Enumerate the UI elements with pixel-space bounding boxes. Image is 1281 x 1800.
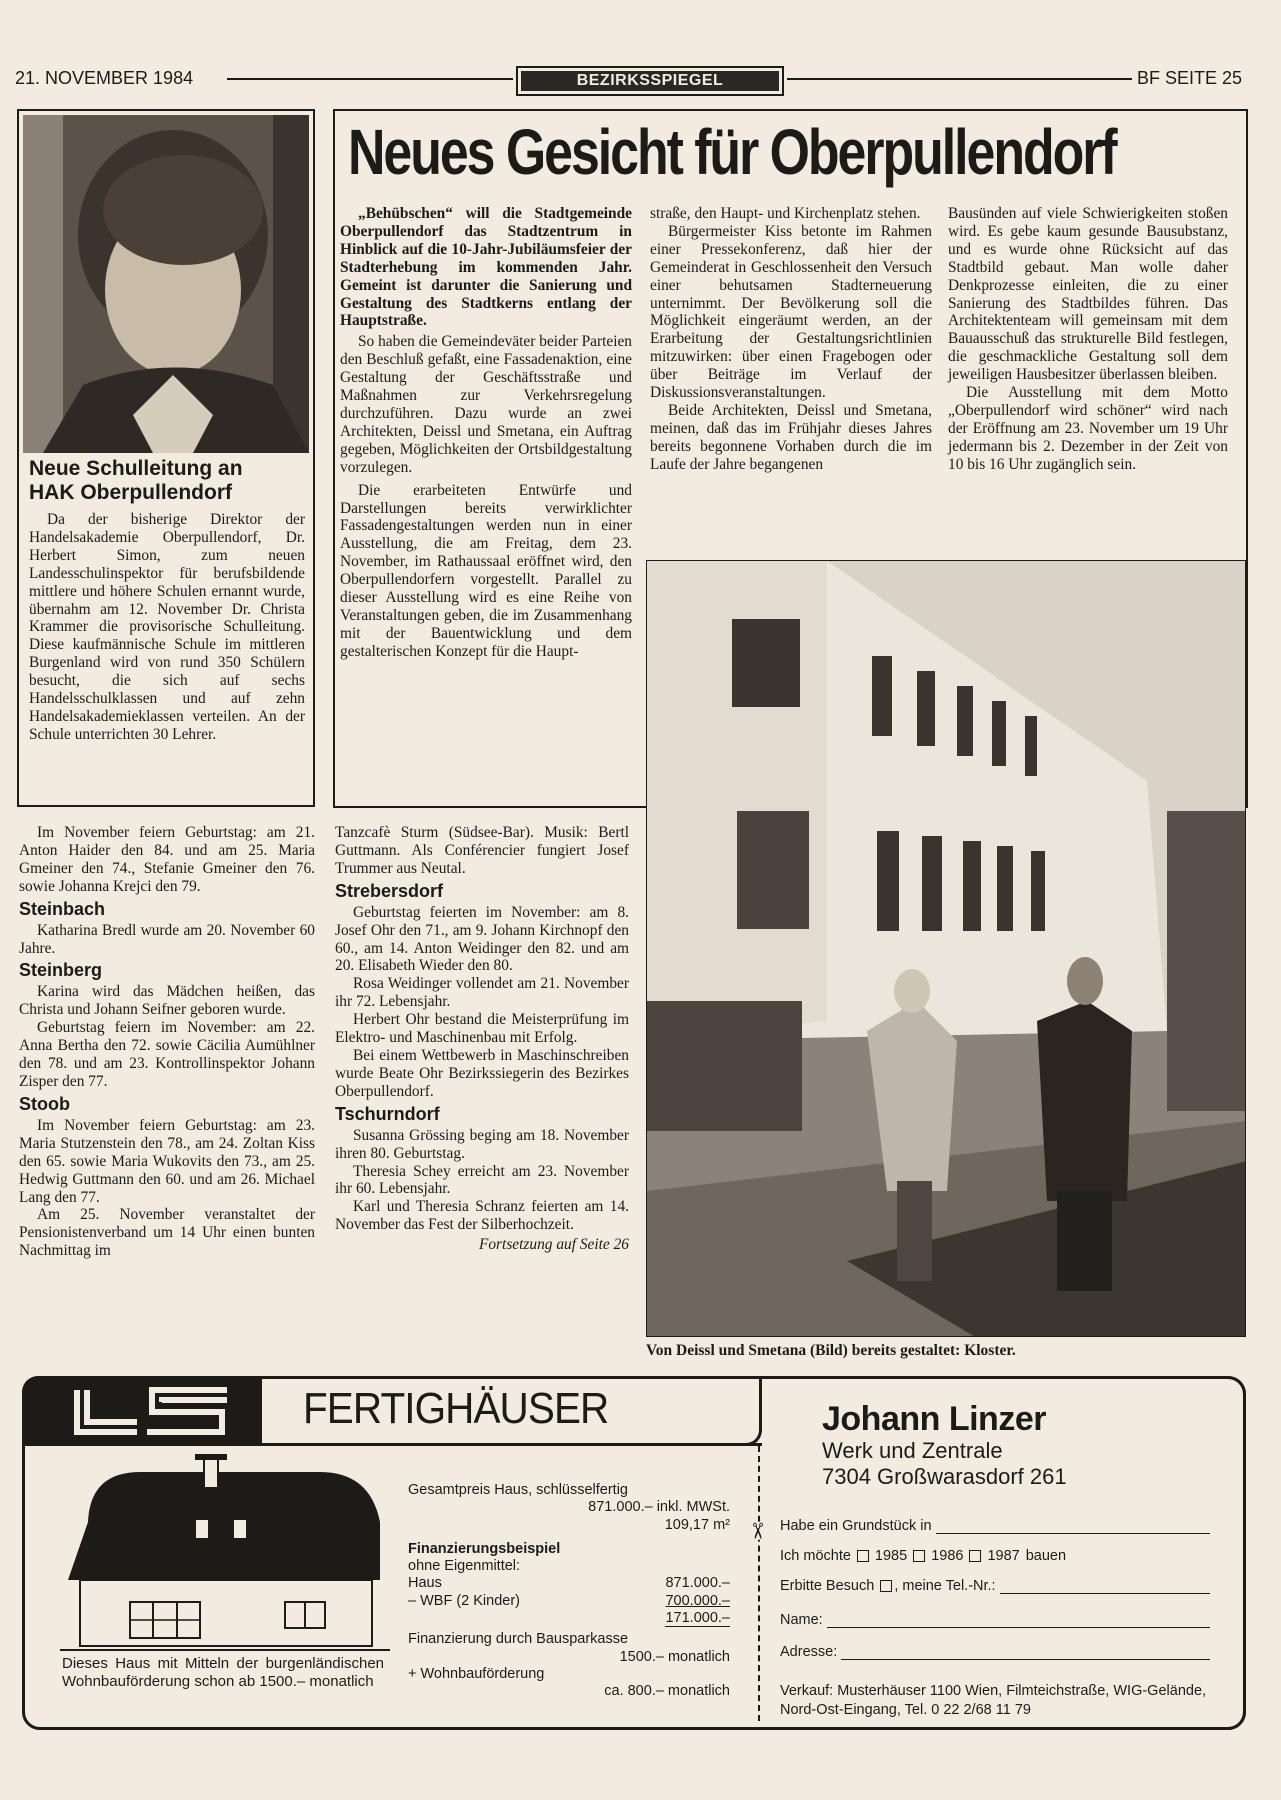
notes-mid-heading-tschurndorf: Tschurndorf [335,1103,440,1124]
ad-price-label: Gesamtpreis Haus, schlüsselfertig [408,1482,628,1498]
notes-left-text2b: Geburtstag feiern im November: am 22. Anna Bertha den 72. sowie Cäcilia Aumühlner den 78. und am 23. Kontrollinspektor Johann Zisper den 77. [19,1019,315,1090]
article-col1 [340,205,632,661]
ad-pricing [408,1482,730,1701]
ad-company-sub1: Werk und Zentrale [822,1438,1003,1463]
form-besuch-label: Erbitte Besuch [780,1578,875,1594]
ls-logo-icon [22,1376,262,1446]
form-adresse-label: Adresse: [780,1644,838,1660]
ad-fin-title: Finanzierungsbeispiel [408,1540,561,1557]
ad-row1-label: Haus [408,1575,442,1592]
ad-bsk-label: Finanzierung durch Bausparkasse [408,1631,629,1648]
ad-company-sub2: 7304 Großwarasdorf 261 [822,1464,1067,1489]
notes-mid-text1d: Bei einem Wettbewerb in Maschinschreiben wurde Beate Ohr Bezirkssiegerin des Bezirkes Oberpullendorf. [335,1046,629,1100]
checkbox-besuch[interactable] [880,1580,892,1592]
ad-sales: Verkauf: Musterhäuser 1100 Wien, Filmteichstraße, WIG-Gelände, Nord-Ost-Eingang, Tel. 0 22 2/68 11 79 [780,1683,1207,1718]
form-bauen-label: Ich möchte [780,1548,851,1564]
ad-row1-value: 871.000.– [665,1575,730,1592]
notes-mid-heading-strebersdorf: Strebersdorf [335,880,444,901]
ad-coupon-divider [758,1446,760,1721]
ad-brand-corner [742,1376,762,1446]
ad-bsk-value: 1500.– monatlich [619,1648,730,1665]
header-section-box [516,66,784,96]
notes-left-text1: Katharina Bredl wurde am 20. November 60 Jahre. [19,921,315,957]
article-p1: So haben die Gemeindeväter beider Parteien den Beschluß gefaßt, eine Fassadenaktion, eine Gestaltung der Geschäftsstraße und Maßnahmen zur Verkehrsregelung durchzuführen. Dazu wurde an zwei Architekten, Deissl und Smetana, ein Auftrag gegeben, Möglichkeiten der Ortsbildgestaltung vorzulegen. [340,333,632,476]
form-name-line[interactable] [827,1614,1210,1628]
article-p7: Die Ausstellung mit dem Motto „Oberpullendorf wird schöner“ wird nach der Eröffnung am 23. November um 19 Uhr jedermann bis 2. Dezember in der Zeit von 10 bis 16 Uhr zugänglich sein. [948,384,1228,473]
form-tel-label: , meine Tel.-Nr.: [894,1578,996,1594]
notes-left-heading-steinbach: Steinbach [19,898,106,919]
notes-left [19,824,315,1260]
notes-left-text2a: Karina wird das Mädchen heißen, das Christa und Johann Seifner geboren wurde. [19,983,315,1019]
notes-mid-intro: Tanzcafè Sturm (Südsee-Bar). Musik: Bertl Guttmann. Als Conférencier fungiert Josef Trummer aus Neutal. [335,824,629,877]
form-row-name [780,1594,1210,1628]
ad-row2-value: 700.000.– [665,1592,730,1609]
checkbox-1986[interactable] [913,1550,925,1562]
notes-mid-text2b: Theresia Schey erreicht am 23. November ihr 60. Lebensjahr. [335,1162,629,1198]
notes-mid-text2c: Karl und Theresia Schranz feierten am 14. November das Fest der Silberhochzeit. [335,1198,629,1234]
notes-mid-text1a: Geburtstag feierten im November: am 8. Josef Ohr den 71., am 9. Johann Kirchnopf den 60., am 14. Anton Weidinger den 82. und am 20. Elisabeth Wieder den 80. [335,903,629,975]
ad-form [780,1506,1210,1720]
portrait-svg [23,115,309,453]
form-name-label: Name: [780,1612,823,1628]
ad-wbf-value: ca. 800.– monatlich [604,1683,730,1700]
ad-house-caption: Dieses Haus mit Mitteln der burgenländischen Wohnbauförderung schon ab 1500.– monatlich [62,1655,384,1690]
header-page: BF SEITE 25 [1137,68,1243,88]
sidebar-title-line1: Neue Schulleitung an [29,457,243,480]
notes-mid-continued: Fortsetzung auf Seite 26 [478,1236,629,1254]
sidebar-title [29,457,309,505]
article-caption: Von Deissl und Smetana (Bild) bereits gestaltet: Kloster. [646,1342,1016,1359]
header [15,66,1250,96]
year-1985: 1985 [874,1548,908,1564]
article-p4: Bürgermeister Kiss betonte im Rahmen einer Pressekonferenz, daß hier der Gemeinderat in Geschlossenheit den Versuch einer behutsamen Stadterneuerung unternimmt. Der Bevölkerung soll die Möglichkeit eingeräumt werden, an der Erarbeitung der Gestaltungsrichtlinien mitzuwirken: über einen Fragebogen oder über Beiträge im Verlauf der Diskussionsveranstaltungen. [650,222,932,402]
ad-row3 [408,1610,730,1627]
scissors-icon: ✂ [745,1521,771,1541]
ad-price-sqm: 109,17 m² [664,1516,730,1533]
header-date: 21. NOVEMBER 1984 [15,68,194,88]
notes-left-heading-stoob: Stoob [19,1093,70,1114]
article-p3: straße, den Haupt- und Kirchenplatz stehen. [650,205,921,222]
ad-row1 [408,1575,730,1592]
form-row-adresse [780,1628,1210,1660]
form-row-besuch [780,1564,1210,1594]
building-svg [647,561,1246,1337]
checkbox-1985[interactable] [857,1550,869,1562]
notes-mid [335,824,629,1254]
ad-wbf-label: + Wohnbauförderung [408,1665,545,1682]
header-rule-left [227,78,513,80]
ad-row3-value: 171.000.– [665,1610,730,1627]
form-adresse-line[interactable] [841,1646,1210,1660]
article-lead: „Behübschen“ will die Stadtgemeinde Oberpullendorf das Stadtzentrum in Hinblick auf die 10-Jahr-Jubiläumsfeier der Stadterhebung im kommenden Jahr. Gemeint ist darunter die Sanierung und Gestaltung des Stadtkerns entlang der Hauptstraße. [340,205,632,330]
year-1986: 1986 [931,1548,964,1564]
ad-logo-block [22,1376,262,1446]
article-p6: Bausünden auf viele Schwierigkeiten stoßen wird. Es gebe kaum gesunde Bausubstanz, und es wurde ohne Rücksicht auf das Stadtbild gebaut. Man wolle daher Denkprozesse einleiten, die zu einer Sanierung des Stadtbildes führen. Das Architektenteam will gemeinsam mit dem Bauausschuß das strukturelle Bild festlegen, die geschmackliche Gestaltung soll dem jeweiligen Hausbesitzer überlassen bleiben. [948,205,1228,384]
ad-price-value: 871.000.– inkl. MWSt. [588,1499,730,1516]
house-icon [60,1452,390,1652]
article-col3 [948,205,1228,474]
header-section: BEZIRKSSPIEGEL [521,71,779,91]
checkbox-1987[interactable] [969,1550,981,1562]
sidebar-body: Da der bisherige Direktor der Handelsakademie Oberpullendorf, Dr. Herbert Simon, zum neuen Landesschulinspektor für berufsbildende mittlere und höhere Schulen ernannt wurde, übernahm am 12. November Dr. Christa Krammer die provisorische Schulleitung. Diese kaufmännische Schule im mittleren Burgenland wird von rund 350 Schülern besucht, die sich auf sechs Handelsschulklassen und auf zehn Handelsakademieklassen verteilen. An der Schule unterrichten 30 Lehrer. [29,511,305,743]
article-headline: Neues Gesicht für Oberpullendorf [348,116,1116,188]
article-p5: Beide Architekten, Deissl und Smetana, meinen, daß das im Frühjahr dieses Jahres bereits begonnene Vorhaben durch die im Laufe der Jahre begangenen [650,401,932,473]
form-bauen-suffix: bauen [1025,1548,1067,1564]
article-photo [646,560,1246,1337]
article-col2 [650,205,932,474]
ad-row2 [408,1593,730,1610]
form-grundstueck-label: Habe ein Grundstück in [780,1518,932,1534]
notes-left-text3b: Am 25. November veranstaltet der Pensionistenverband um 14 Uhr einen bunten Nachmittag im [19,1206,315,1260]
form-grundstueck-line[interactable] [936,1520,1210,1534]
ad-company: Johann Linzer [822,1400,1046,1438]
notes-mid-text2a: Susanna Grössing beging am 18. November ihren 80. Geburtstag. [335,1126,629,1162]
year-1987: 1987 [987,1548,1020,1564]
form-tel-line[interactable] [1000,1580,1210,1594]
notes-left-intro: Im November feiern Geburtstag: am 21. Anton Haider den 84. und am 25. Maria Gmeiner den 74., Stefanie Gmeiner den 76. sowie Johanna Krejci den 79. [19,824,315,895]
form-row-grundstueck [780,1506,1210,1534]
sidebar-title-line2: HAK Oberpullendorf [29,481,232,504]
ad-house [60,1452,390,1652]
form-row-bauen [780,1534,1210,1564]
ad-row2-label: – WBF (2 Kinder) [408,1592,520,1609]
header-rule-right [787,78,1132,80]
notes-mid-text1c: Herbert Ohr bestand die Meisterprüfung im Elektro- und Maschinenbau mit Erfolg. [335,1011,629,1047]
ad-brand: FERTIGHÄUSER [303,1384,609,1433]
notes-mid-text1b: Rosa Weidinger vollendet am 21. November ihr 72. Lebensjahr. [335,975,629,1011]
notes-left-text3a: Im November feiern Geburtstag: am 23. Maria Stutzenstein den 78., am 24. Zoltan Kiss den 65. sowie Maria Wukovits den 73., am 25. Hedwig Guttmann den 60. und am 26. Michael Lang den 77. [19,1116,315,1206]
article-p2: Die erarbeiteten Entwürfe und Darstellungen bereits verwirklichter Fassadengestaltungen werden nun in einer Ausstellung, die am Freitag, dem 23. November, im Rathaussaal eröffnet wird, den Oberpullendorfern vorgestellt. Parallel zu dieser Ausstellung wird es eine Reihe von Veranstaltungen geben, die im Zusammenhang mit der Bauentwicklung und dem gestalterischen Konzept für die Haupt- [340,481,632,660]
ad-fin-sub: ohne Eigenmittel: [408,1558,521,1575]
portrait-photo [23,115,309,453]
sidebar-box [17,109,315,807]
notes-left-heading-steinberg: Steinberg [19,960,103,981]
